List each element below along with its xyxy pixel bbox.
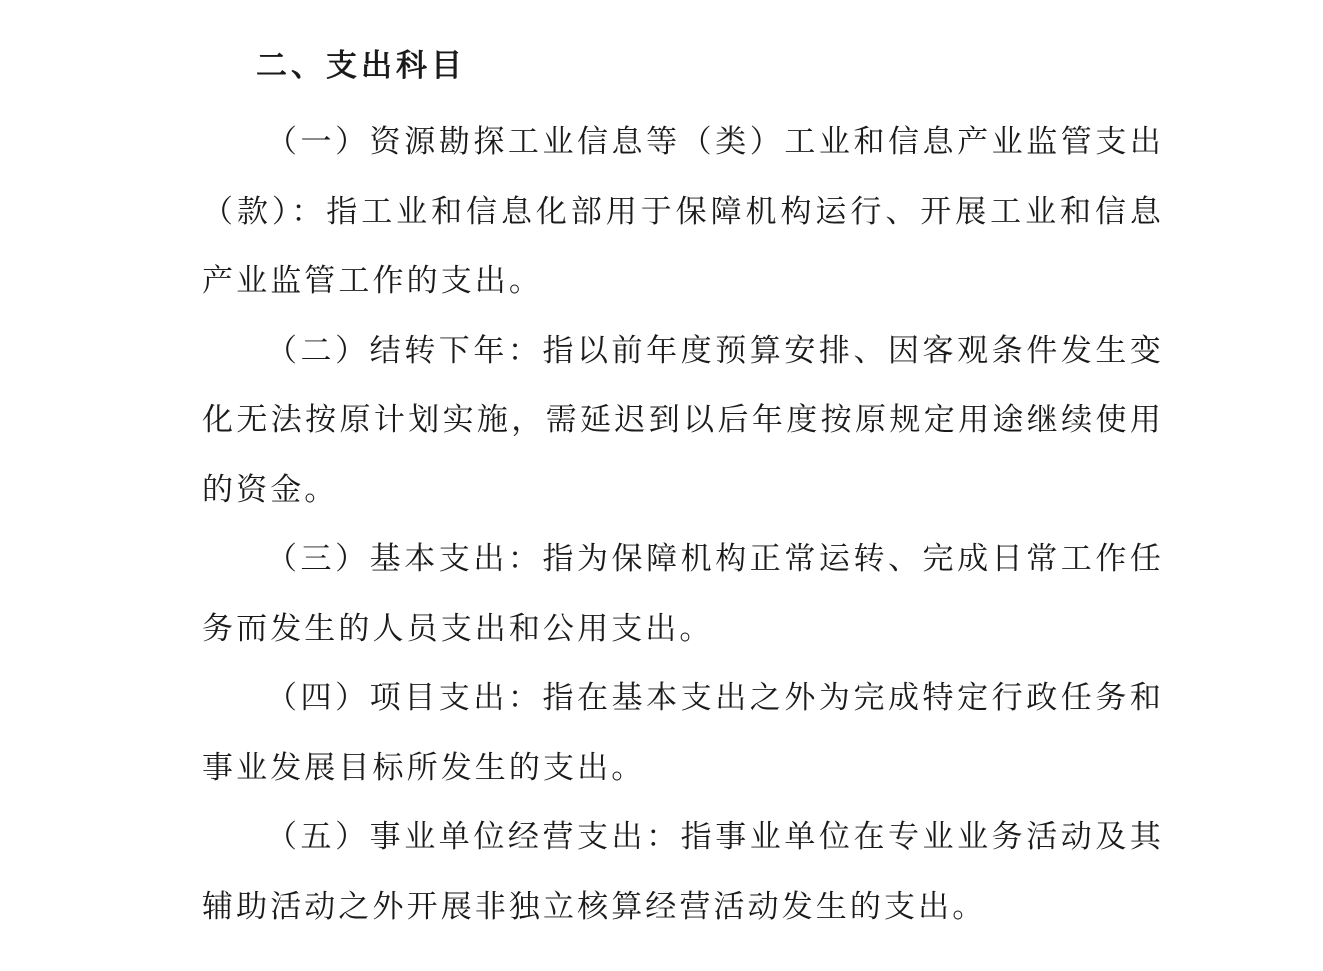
section-heading: 二、支出科目 [256, 48, 466, 84]
paragraph-item-2: （二）结转下年：指以前年度预算安排、因客观条件发生变化无法按原计划实施，需延迟到以后年度按原规定用途继续使用的资金。 [202, 332, 1164, 508]
paragraph-item-4: （四）项目支出：指在基本支出之外为完成特定行政任务和事业发展目标所发生的支出。 [202, 680, 1164, 786]
paragraph-item-1: （一）资源勘探工业信息等（类）工业和信息产业监管支出（款）：指工业和信息化部用于保障机构运行、开展工业和信息产业监管工作的支出。 [202, 124, 1164, 299]
document-page [202, 38, 1164, 942]
paragraph-item-3: （三）基本支出：指为保障机构正常运转、完成日常工作任务而发生的人员支出和公用支出。 [202, 541, 1164, 647]
paragraph-item-5: （五）事业单位经营支出：指事业单位在专业业务活动及其辅助活动之外开展非独立核算经营活动发生的支出。 [202, 819, 1164, 925]
